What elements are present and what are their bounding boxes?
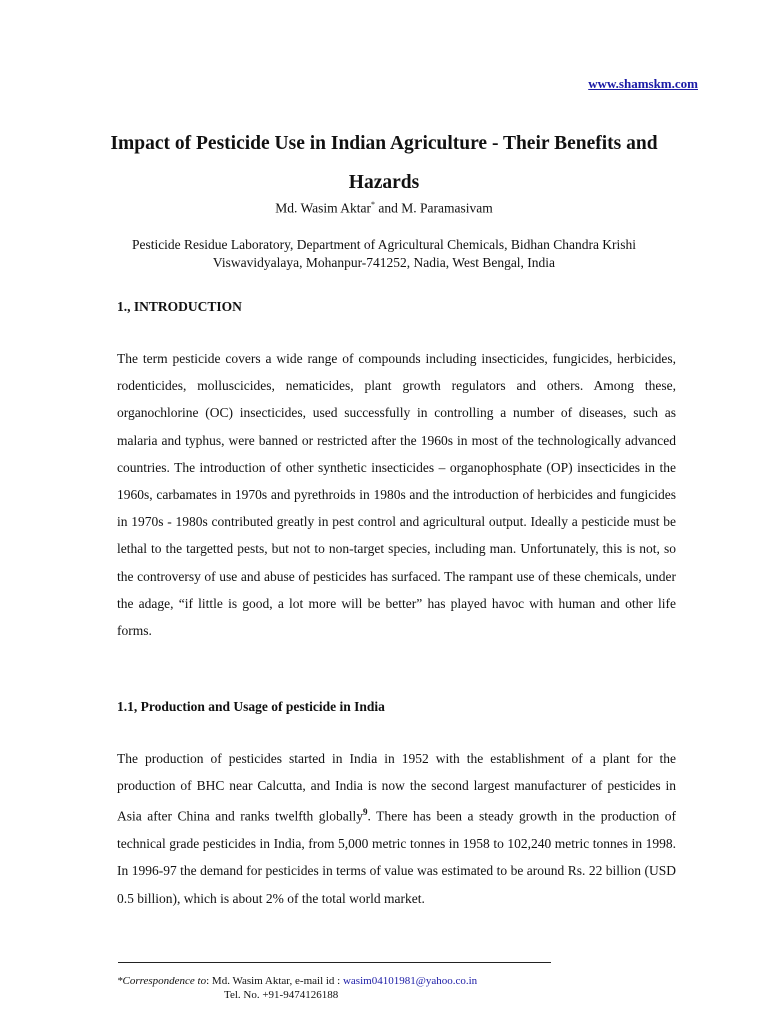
citation-superscript: 9 [362, 807, 368, 818]
correspondence-footnote [117, 974, 477, 1002]
author-first: Md. Wasim Aktar [275, 200, 372, 216]
author-marker: * [371, 200, 376, 209]
introduction-paragraph: The term pesticide covers a wide range of compounds including insecticides, fungicides, herbicides, rodenticides, molluscicides, nematicides, plant growth regulators and others. Among these, organochlorine (OC) insecticides, used successfully in controlling a number of diseases, such as malaria and typhus, were banned or restricted after the 1960s in most of the technologically advanced countries. The introduction of other synthetic insecticides – organophosphate (OP) insecticides in the 1960s, carbamates in 1970s and pyrethroids in 1980s and the introduction of herbicides and fungicides in 1970s - 1980s contributed greatly in pest control and agricultural output. Ideally a pesticide must be lethal to the targetted pests, but not to non-target species, including man. Unfortunately, this is not, so the controversy of use and abuse of pesticides has surfaced. The rampant use of these chemicals, under the adage, “if little is good, a lot more will be better” has played havoc with human and other life forms. [117, 351, 676, 639]
footnote-name: : Md. Wasim Aktar, e-mail id : [206, 975, 343, 987]
footnote-telephone: Tel. No. +91-9474126188 [224, 989, 339, 1001]
section-heading-production: 1.1, Production and Usage of pesticide in India [117, 699, 385, 714]
footnote-label: *Correspondence to [117, 975, 207, 987]
header-url-link[interactable]: www.shamskm.com [588, 76, 698, 91]
footnote-email-link[interactable]: wasim04101981@yahoo.co.in [342, 975, 478, 987]
production-text-part2: . There has been a steady growth in the production of technical grade pesticides in India, from 5,000 metric tonnes in 1958 to 102,240 metric tonnes in 1998. In 1996-97 the demand for pesticides in terms of value was estimated to be around Rs. 22 billion (USD 0.5 billion), which is about 2% of the total world market. [117, 808, 677, 906]
paper-title: Impact of Pesticide Use in Indian Agriculture - Their Benefits and Hazards [110, 133, 658, 193]
production-text-part1: The production of pesticides started in India in 1952 with the establishment of a plant for the production of BHC near Calcutta, and India is now the second largest manufacturer of pesticides in Asia after China and ranks twelfth globally [117, 751, 676, 824]
production-paragraph [117, 745, 676, 912]
footnote-divider [118, 962, 551, 963]
author-rest: and M. Paramasivam [375, 200, 493, 216]
author-line [0, 200, 768, 217]
affiliation: Pesticide Residue Laboratory, Department of Agricultural Chemicals, Bidhan Chandra Krishi Viswavidyalaya, Mohanpur-741252, Nadia, West Bengal, India [131, 237, 637, 270]
section-heading-introduction: 1., INTRODUCTION [117, 299, 242, 314]
